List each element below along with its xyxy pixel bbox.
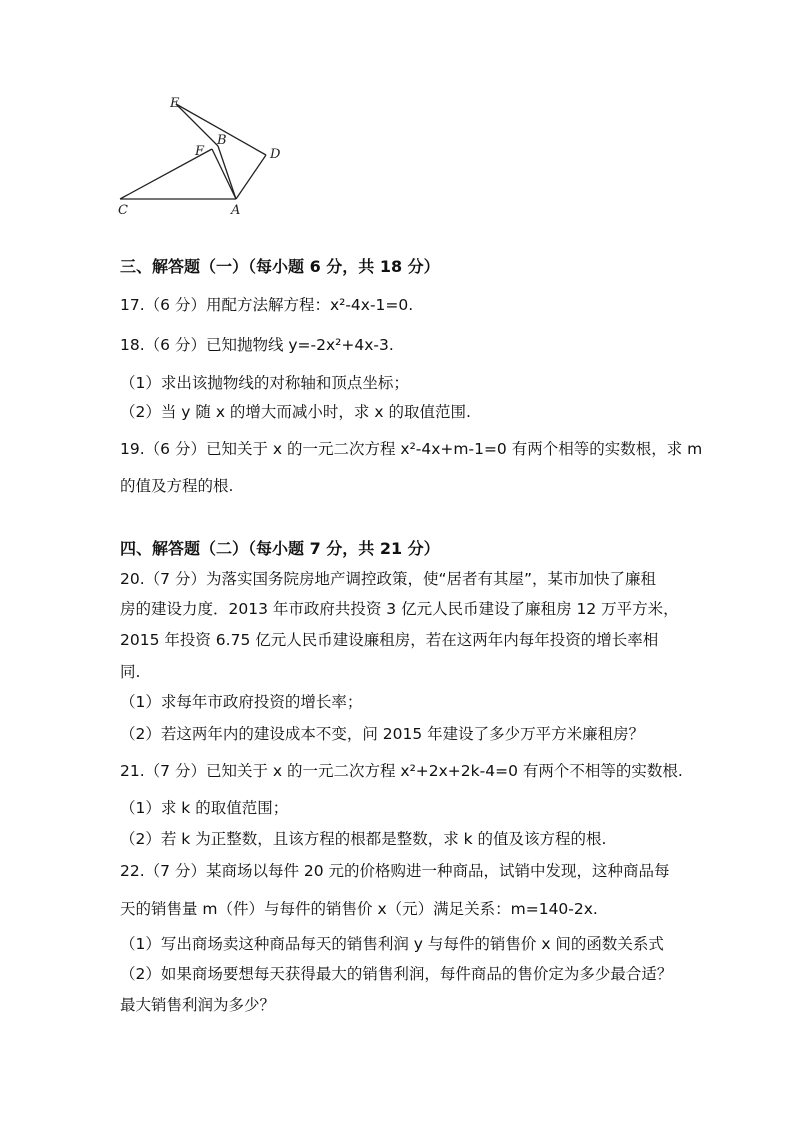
label-E: E (170, 96, 180, 111)
segment-EB (176, 104, 218, 146)
segment-BA (218, 146, 236, 199)
label-C: C (118, 203, 128, 218)
question-19-line-2: 的值及方程的根. (120, 477, 234, 495)
question-20-line-2: 房的建设力度．2013 年市政府共投资 3 亿元人民币建设了廉租房 12 万平方米， (120, 600, 679, 618)
label-A: A (231, 203, 241, 218)
question-18-part-2: （2）当 y 随 x 的增大而减小时，求 x 的取值范围. (120, 403, 471, 421)
question-19-line-1: 19.（6 分）已知关于 x 的一元二次方程 x²-4x+m-1=0 有两个相等的实数根，求 m (120, 440, 703, 458)
question-17: 17.（6 分）用配方法解方程：x²-4x-1=0. (120, 296, 414, 314)
question-22-part-1: （1）写出商场卖这种商品每天的销售利润 y 与每件的销售价 x 间的函数关系式 (120, 935, 664, 953)
question-20-part-2: （2）若这两年内的建设成本不变，问 2015 年建设了多少万平方米廉租房？ (120, 725, 645, 743)
question-18-part-1: （1）求出该抛物线的对称轴和顶点坐标； (120, 374, 409, 392)
question-22-line-1: 22.（7 分）某商场以每件 20 元的价格购进一种商品，试销中发现，这种商品每 (120, 862, 670, 880)
section-4-heading: 四、解答题（二）（每小题 7 分，共 21 分） (120, 539, 440, 558)
question-21-part-1: （1）求 k 的取值范围； (120, 799, 289, 817)
label-D: D (270, 147, 281, 162)
question-20-line-4: 同. (120, 663, 141, 681)
question-21-part-2: （2）若 k 为正整数，且该方程的根都是整数，求 k 的值及该方程的根. (120, 830, 607, 848)
label-F: F (195, 144, 205, 159)
segment-DA (236, 155, 266, 199)
question-22-line-2: 天的销售量 m（件）与每件的销售价 x（元）满足关系：m=140-2x. (120, 900, 598, 918)
question-18: 18.（6 分）已知抛物线 y=-2x²+4x-3. (120, 336, 394, 354)
geometry-figure (110, 92, 300, 222)
question-22-part-2: （2）如果商场要想每天获得最大的销售利润，每件商品的售价定为多少最合适？ (120, 965, 673, 983)
question-20-line-3: 2015 年投资 6.75 亿元人民币建设廉租房，若在这两年内每年投资的增长率相 (120, 631, 659, 649)
question-21: 21.（7 分）已知关于 x 的一元二次方程 x²+2x+2k-4=0 有两个不相等的实数根. (120, 762, 683, 780)
triangle-diagram (110, 92, 300, 222)
question-20-part-1: （1）求每年市政府投资的增长率； (120, 693, 363, 711)
section-3-heading: 三、解答题（一）（每小题 6 分，共 18 分） (120, 257, 440, 276)
question-20-line-1: 20.（7 分）为落实国务院房地产调控政策，使“居者有其屋”，某市加快了廉租 (120, 570, 657, 588)
segment-FA (212, 149, 236, 199)
question-22-part-3: 最大销售利润为多少？ (120, 996, 276, 1014)
label-B: B (217, 133, 227, 148)
